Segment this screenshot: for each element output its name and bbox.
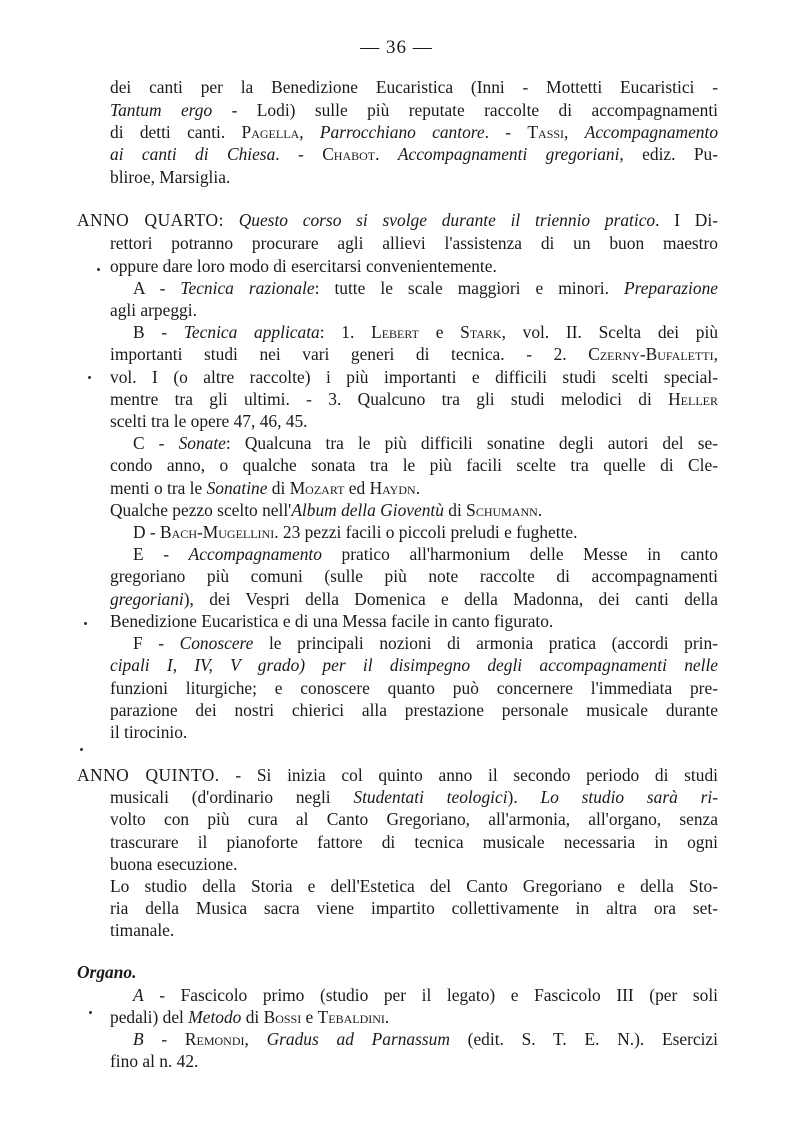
section-anno-quinto: ANNO QUINTO. - Si inizia col quinto anno il secondo periodo di studi xyxy=(77,765,718,785)
text-line: fino al n. 42. xyxy=(110,1051,199,1071)
text-line: Lo studio della Storia e dell'Estetica del Canto Gregoriano e della Sto- xyxy=(110,876,718,896)
text-line: Qualche pezzo scelto nell'Album della Gioventù di Schumann. xyxy=(110,500,543,520)
text-line: buona esecuzione. xyxy=(110,854,238,874)
text-line: importanti studi nei vari generi di tecnica. - 2. Czerny-Bufaletti, xyxy=(110,344,718,364)
text-line: parazione dei nostri chierici alla prestazione personale musicale durante xyxy=(110,700,718,720)
text-line: musicali (d'ordinario negli Studentati teologici). Lo studio sarà ri- xyxy=(110,787,718,807)
item-e: E - Accompagnamento pratico all'harmonium delle Messe in canto xyxy=(133,544,718,564)
text-line: timanale. xyxy=(110,920,175,940)
text-line: scelti tra le opere 47, 46, 45. xyxy=(110,411,308,431)
text-line: gregoriano più comuni (sulle più note raccolte di accompagnamenti xyxy=(110,566,718,586)
text-line: ai canti di Chiesa. - Chabot. Accompagnamenti gregoriani, ediz. Pu- xyxy=(110,144,718,164)
text-line: il tirocinio. xyxy=(110,722,188,742)
text-line: pedali) del Metodo di Bossi e Tebaldini. xyxy=(110,1007,390,1027)
text-line: vol. I (o altre raccolte) i più importanti e difficili studi scelti special- xyxy=(110,367,718,387)
item-a: A - Tecnica razionale: tutte le scale maggiori e minori. Preparazione xyxy=(133,278,718,298)
text-line: cipali I, IV, V grado) per il disimpegno degli accompagnamenti nelle xyxy=(110,655,718,675)
text-line: gregoriani), dei Vespri della Domenica e della Madonna, dei canti della xyxy=(110,589,718,609)
organo-item-b: B - Remondi, Gradus ad Parnassum (edit. S. T. E. N.). Esercizi xyxy=(133,1029,718,1049)
text-line: oppure dare loro modo di esercitarsi convenientemente. xyxy=(110,256,497,276)
page-number: — 36 — xyxy=(360,37,433,58)
text-line: menti o tra le Sonatine di Mozart ed Haydn. xyxy=(110,478,421,498)
item-c: C - Sonate: Qualcuna tra le più difficili sonatine degli autori del se- xyxy=(133,433,718,453)
organo-item-a: A - Fascicolo primo (studio per il legato) e Fascicolo III (per soli xyxy=(133,985,718,1005)
text-line: condo anno, o qualche sonata tra le più facili scelte tra quelle di Cle- xyxy=(110,455,718,475)
print-speck xyxy=(84,622,87,625)
text-line: di detti canti. Pagella, Parrocchiano cantore. - Tassi, Accompagnamento xyxy=(110,122,719,142)
text-line: ria della Musica sacra viene impartito collettivamente in altra ora set- xyxy=(110,898,718,918)
print-speck xyxy=(88,376,91,379)
item-f: F - Conoscere le principali nozioni di armonia pratica (accordi prin- xyxy=(133,633,718,653)
item-b: B - Tecnica applicata: 1. Lebert e Stark, vol. II. Scelta dei più xyxy=(133,322,719,342)
text-line: agli arpeggi. xyxy=(110,300,197,320)
organo-heading: Organo. xyxy=(77,962,137,982)
text-line: rettori potranno procurare agli allievi l'assistenza di un buon maestro xyxy=(110,233,718,253)
print-speck xyxy=(89,1011,92,1014)
text-line: dei canti per la Benedizione Eucaristica (Inni - Mottetti Eucaristici - xyxy=(110,77,718,97)
item-d: D - Bach-Mugellini. 23 pezzi facili o piccoli preludi e fughette. xyxy=(133,522,578,542)
text-line: trascurare il pianoforte fattore di tecnica musicale necessaria in ogni xyxy=(110,832,718,852)
text-line: bliroe, Marsiglia. xyxy=(110,167,231,187)
section-anno-quarto: ANNO QUARTO: Questo corso si svolge durante il triennio pratico. I Di- xyxy=(77,210,718,230)
text-line: mentre tra gli ultimi. - 3. Qualcuno tra gli studi melodici di Heller xyxy=(110,389,718,409)
text-line: funzioni liturgiche; e conoscere quanto può concernere l'immediata pre- xyxy=(110,678,718,698)
section-heading: ANNO QUINTO. xyxy=(77,765,220,785)
text-line: Benedizione Eucaristica e di una Messa facile in canto figurato. xyxy=(110,611,554,631)
text-line: volto con più cura al Canto Gregoriano, all'armonia, all'organo, senza xyxy=(110,809,718,829)
section-heading: ANNO QUARTO: xyxy=(77,210,224,230)
print-speck xyxy=(97,268,100,271)
print-speck xyxy=(80,748,83,751)
text-line: Tantum ergo - Lodi) sulle più reputate raccolte di accompagnamenti xyxy=(110,100,718,120)
